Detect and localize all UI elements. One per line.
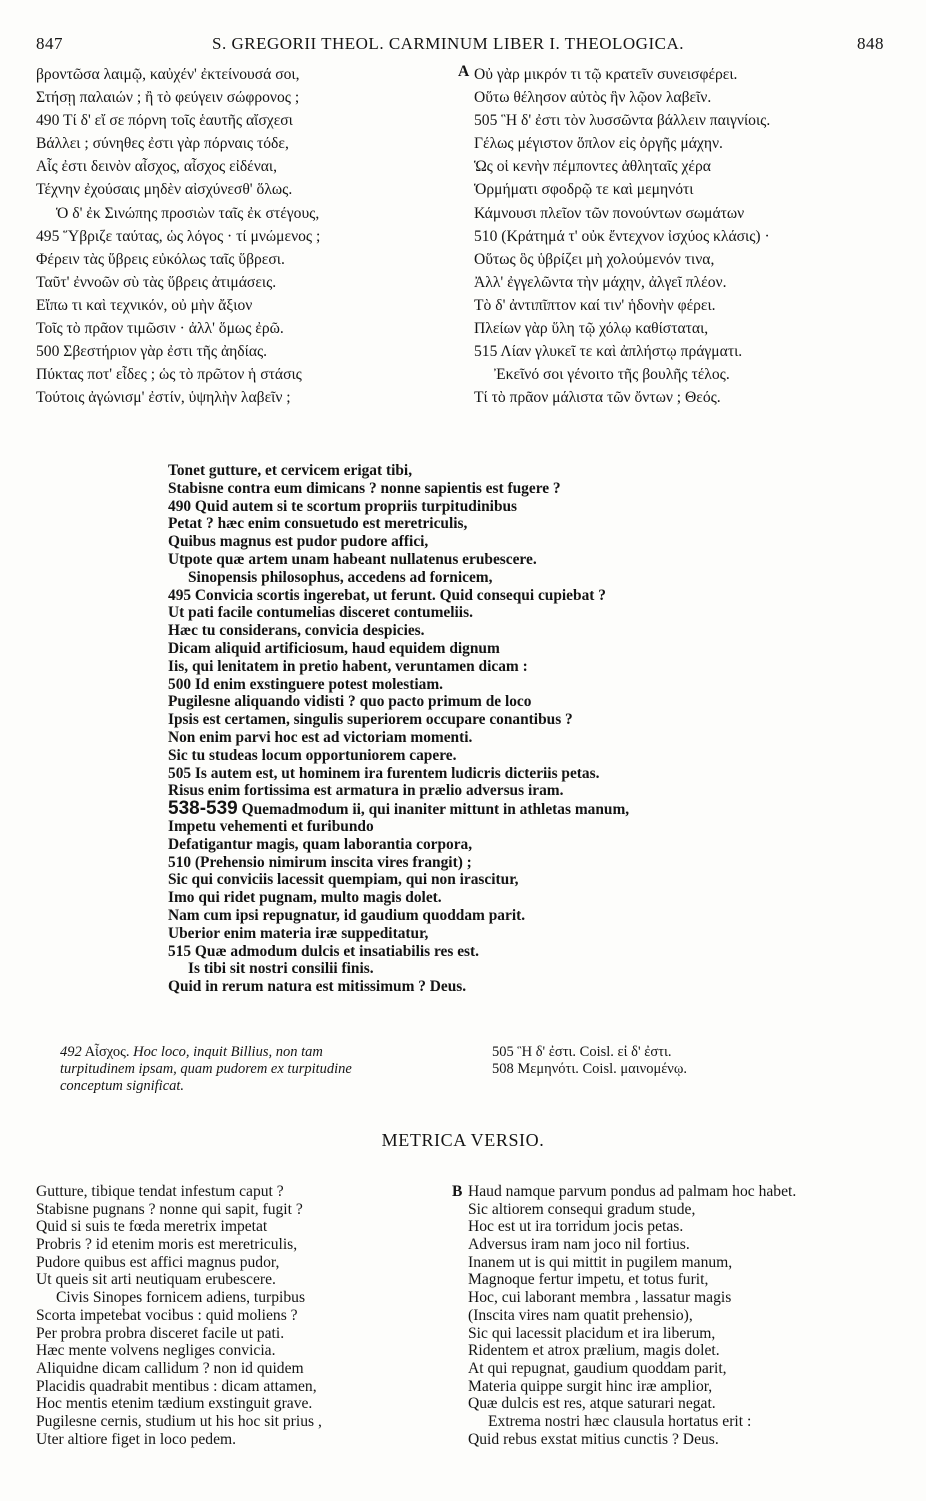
translation-line: Utpote quæ artem unam habeant nullatenus erubescere. bbox=[168, 550, 537, 568]
greek-text-left-column bbox=[36, 63, 448, 409]
translation-line: Defatigantur magis, quam laborantia corpora, bbox=[168, 835, 473, 853]
verse-line: Quid rebus exstat mitius cunctis ? Deus. bbox=[468, 1430, 719, 1448]
verse-line: Uter altiore figet in loco pedem. bbox=[36, 1430, 237, 1448]
translation-line: Impetu vehementi et furibundo bbox=[168, 817, 374, 835]
verse-line: Ὁρμήματι σφοδρῷ τε καὶ μεμηνότι bbox=[474, 181, 694, 199]
verse-line: Aliquidne dicam callidum ? non id quidem bbox=[36, 1359, 304, 1377]
greek-text-right-column bbox=[460, 63, 900, 409]
note-number: 492 bbox=[60, 1044, 82, 1060]
verse-line: Βάλλει ; σύνηθες ἐστι γὰρ πόρναις τόδε, bbox=[36, 135, 289, 153]
translation-line: 490 Quid autem si te scortum propriis turpitudinibus bbox=[168, 497, 518, 515]
translation-line: Non enim parvi hoc est ad victoriam momenti. bbox=[168, 728, 473, 746]
translation-line: Sic tu studeas locum opportuniorem capere. bbox=[168, 746, 457, 764]
verse-line: Placidis quadrabit mentibus : dicam attamen, bbox=[36, 1377, 317, 1395]
verse-line: Sic altiorem consequi gradum stude, bbox=[468, 1200, 696, 1218]
translation-line: Quibus magnus est pudor pudore affici, bbox=[168, 533, 429, 551]
column-number-marker: 538-539 bbox=[168, 800, 238, 818]
verse-line: Τοῖς τὸ πρᾶον τιμῶσιν · ἀλλ' ὅμως ἐρῶ. bbox=[36, 320, 284, 338]
translation-line: Ipsis est certamen, singulis superiorem occupare conantibus ? bbox=[168, 711, 573, 729]
verse-line: 515 Λίαν γλυκεῖ τε καὶ ἀπλήστῳ πράγματι. bbox=[474, 343, 743, 361]
metrica-versio-left-column bbox=[36, 1183, 446, 1448]
page-number-left: 847 bbox=[36, 34, 63, 53]
note-line: 505 Ἣ δ' ἐστι. Coisl. εἰ δ' ἐστι. bbox=[492, 1044, 672, 1060]
verse-line: Τούτοις ἀγώνισμ' ἐστίν, ὑψηλὴν λαβεῖν ; bbox=[36, 389, 291, 407]
verse-line: Quid si suis te fœda meretrix impetat bbox=[36, 1218, 268, 1236]
translation-line: Pugilesne aliquando vidisti ? quo pacto primum de loco bbox=[168, 693, 532, 711]
verse-line: Stabisne pugnans ? nonne qui sapit, fugit ? bbox=[36, 1200, 303, 1218]
translation-line: 500 Id enim exstinguere potest molestiam. bbox=[168, 675, 444, 693]
verse-line: Ταῦτ' ἐννοῶν σὺ τὰς ὕβρεις ἀτιμάσεις. bbox=[36, 273, 277, 291]
verse-line: Στήσῃ παλαιών ; ἢ τὸ φεύγειν σώφρονος ; bbox=[36, 89, 300, 107]
verse-line: Ἀλλ' ἐγγελῶντα τὴν μάχην, ἀλγεῖ πλέον. bbox=[474, 273, 727, 291]
translation-line: Dicam aliquid artificiosum, haud equidem dignum bbox=[168, 639, 500, 657]
verse-line: Extrema nostri hæc clausula hortatus erit : bbox=[488, 1412, 752, 1430]
translation-line: Ut pati facile contumelias disceret contumeliis. bbox=[168, 604, 473, 622]
verse-line: Magnoque fertur impetu, et totus furit, bbox=[468, 1271, 709, 1289]
verse-line: Οὕτως ὃς ὑβρίζει μὴ χολούμενόν τινα, bbox=[474, 250, 715, 268]
verse-line: Οὕτω θέλησον αὐτὸς ἣν λῷον λαβεῖν. bbox=[474, 89, 712, 107]
verse-line: Per probra probra disceret facile ut pati. bbox=[36, 1324, 285, 1342]
verse-line: Πύκτας ποτ' εἶδες ; ὡς τὸ πρῶτον ἡ στάσις bbox=[36, 366, 302, 384]
translation-line: Quid in rerum natura est mitissimum ? Deus. bbox=[168, 978, 467, 996]
translation-line: Uberior enim materia iræ suppeditatur, bbox=[168, 924, 429, 942]
verse-line: 495 Ὕβριζε ταύτας, ὡς λόγος · τί μνώμενος ; bbox=[36, 227, 321, 245]
verse-line: Gutture, tibique tendat infestum caput ? bbox=[36, 1183, 284, 1200]
translation-line: Nam cum ipsi repugnatur, id gaudium quoddam parit. bbox=[168, 906, 526, 924]
section-heading: METRICA VERSIO. bbox=[381, 1130, 545, 1150]
translation-line: 495 Convicia scortis ingerebat, ut ferunt. Quid consequi cupiebat ? bbox=[168, 586, 606, 604]
verse-line: Adversus iram nam joco nil fortius. bbox=[468, 1236, 690, 1254]
verse-line: Inanem ut is qui mittit in pugilem manum, bbox=[468, 1253, 733, 1271]
translation-line: Imo qui ridet pugnam, multo magis dolet. bbox=[168, 889, 442, 907]
verse-line: Hæc mente volvens negliges convicia. bbox=[36, 1342, 276, 1360]
translation-line: 505 Is autem est, ut hominem ira furentem ludicris dicteriis petas. bbox=[168, 764, 600, 782]
verse-line: Pudore quibus est affici magnus pudor, bbox=[36, 1253, 280, 1271]
verse-line: At qui repugnat, gaudium quoddam parit, bbox=[468, 1359, 727, 1377]
translation-line: 510 (Prehensio nimirum inscita vires frangit) ; bbox=[168, 853, 472, 871]
verse-line: Τὸ δ' ἀντιπῖπτον καί τιν' ἡδονὴν φέρει. bbox=[474, 296, 716, 314]
translation-line: Sic qui conviciis lacessit quempiam, qui non irascitur, bbox=[168, 871, 519, 889]
verse-line: Scorta impetebat vocibus : quid moliens ? bbox=[36, 1306, 298, 1324]
verse-line: Τέχνην ἐχούσαις μηδὲν αἰσχύνεσθ' ὅλως. bbox=[36, 181, 293, 199]
translation-line: Hæc tu considerans, convicia despicies. bbox=[168, 622, 425, 640]
verse-line: Quæ dulcis est res, atque saturari negat. bbox=[468, 1395, 716, 1413]
verse-line: (Inscita vires nam quatit prehensio), bbox=[468, 1306, 693, 1324]
verse-line: Sic qui lacessit placidum et ira liberum, bbox=[468, 1324, 716, 1342]
translation-text: Quemadmodum ii, qui inaniter mittunt in athletas manum, bbox=[241, 801, 630, 818]
verse-line: Hoc mentis etenim tædium exstinguit grave. bbox=[36, 1395, 313, 1413]
footnote-left bbox=[60, 1044, 450, 1095]
translation-line: Stabisne contra eum dimicans ? nonne sapientis est fugere ? bbox=[168, 479, 561, 497]
verse-line: Hoc est ut ira torridum jocis petas. bbox=[468, 1218, 684, 1236]
verse-line: Hoc, cui laborant membra , lassatur magis bbox=[468, 1289, 732, 1307]
latin-translation bbox=[168, 462, 798, 996]
verse-line: Ὁ δ' ἐκ Σινώπης προσιὼν ταῖς ἐκ στέγους, bbox=[56, 204, 320, 222]
note-text: conceptum significat. bbox=[60, 1078, 185, 1094]
verse-line: Κάμνουσι πλεῖον τῶν πονούντων σωμάτων bbox=[474, 204, 745, 222]
verse-line: Αἷς ἐστι δεινὸν αἶσχος, αἶσχος εἰδέναι, bbox=[36, 158, 278, 176]
page-number-right: 848 bbox=[857, 34, 884, 53]
note-line: 508 Μεμηνότι. Coisl. μαινομένῳ. bbox=[492, 1061, 688, 1077]
verse-line: 510 (Κράτημά τ' οὐκ ἔντεχνον ἰσχύος κλάσις) · bbox=[474, 227, 770, 245]
translation-line: Petat ? hæc enim consuetudo est meretriculis, bbox=[168, 515, 468, 533]
note-text: turpitudinem ipsam, quam pudorem ex turpitudine bbox=[60, 1061, 352, 1077]
translation-line: Tonet gutture, et cervicem erigat tibi, bbox=[168, 462, 413, 479]
verse-line: βροντῶσα λαιμῷ, καὐχέν' ἐκτείνουσά σοι, bbox=[36, 66, 300, 83]
note-lemma: Αἶσχος. bbox=[84, 1044, 130, 1060]
footnote-right bbox=[492, 1044, 872, 1078]
metrica-versio-right-column bbox=[468, 1183, 908, 1448]
translation-line: 515 Quæ admodum dulcis et insatiabilis res est. bbox=[168, 942, 479, 960]
translation-line: Is tibi sit nostri consilii finis. bbox=[188, 960, 374, 978]
running-title: S. GREGORII THEOL. CARMINUM LIBER I. THEOLOGICA. bbox=[212, 34, 684, 53]
verse-line: Οὐ γὰρ μικρόν τι τῷ κρατεῖν συνεισφέρει. bbox=[474, 66, 738, 83]
note-text: Hoc loco, inquit Billius, non tam bbox=[129, 1044, 323, 1060]
page-header bbox=[0, 34, 926, 58]
verse-line: Τί τὸ πρᾶον μάλιστα τῶν ὄντων ; Θεός. bbox=[474, 389, 721, 407]
verse-line: Pugilesne cernis, studium ut his hoc sit prius , bbox=[36, 1412, 322, 1430]
translation-line: Sinopensis philosophus, accedens ad fornicem, bbox=[188, 568, 493, 586]
verse-line: Ὡς οἱ κενὴν πέμποντες ἀθληταῖς χέρα bbox=[474, 158, 711, 176]
column-marker-b: B bbox=[452, 1183, 463, 1200]
verse-line: 500 Σβεστήριον γὰρ ἐστι τῆς ἀηδίας. bbox=[36, 343, 268, 361]
verse-line: Materia quippe surgit hinc iræ amplior, bbox=[468, 1377, 713, 1395]
verse-line: Γέλως μέγιστον ὅπλον εἰς ὀργῆς μάχην. bbox=[474, 135, 723, 153]
verse-line: Φέρειν τὰς ὕβρεις εὐκόλως ταῖς ὕβρεσι. bbox=[36, 250, 285, 268]
translation-line: Risus enim fortissima est armatura in prælio adversus iram. bbox=[168, 782, 564, 800]
translation-line: Iis, qui lenitatem in pretio habent, veruntamen dicam : bbox=[168, 657, 528, 675]
verse-line: Ἐκεῖνό σοι γένοιτο τῆς βουλῆς τέλος. bbox=[494, 366, 730, 384]
verse-line: Εἴπω τι καὶ τεχνικόν, οὐ μὴν ἄξιον bbox=[36, 296, 253, 314]
verse-line: Ridentem et atrox prælium, magis dolet. bbox=[468, 1342, 720, 1360]
verse-line: 505 Ἣ δ' ἐστι τὸν λυσσῶντα βάλλειν παιγνίοις. bbox=[474, 112, 771, 130]
verse-line: Probris ? id etenim moris est meretriculis, bbox=[36, 1236, 298, 1254]
verse-line: Civis Sinopes fornicem adiens, turpibus bbox=[56, 1289, 306, 1307]
verse-line: Haud namque parvum pondus ad palmam hoc habet. bbox=[468, 1183, 797, 1200]
translation-line-with-column-marker bbox=[168, 800, 798, 818]
column-marker-a: A bbox=[458, 63, 470, 80]
verse-line: Ut queis sit arti neutiquam erubescere. bbox=[36, 1271, 276, 1289]
verse-line: Πλείων γὰρ ὕλη τῷ χόλῳ καθίσταται, bbox=[474, 320, 709, 338]
verse-line: 490 Τί δ' εἴ σε πόρνη τοῖς ἑαυτῆς αἴσχεσι bbox=[36, 112, 293, 130]
